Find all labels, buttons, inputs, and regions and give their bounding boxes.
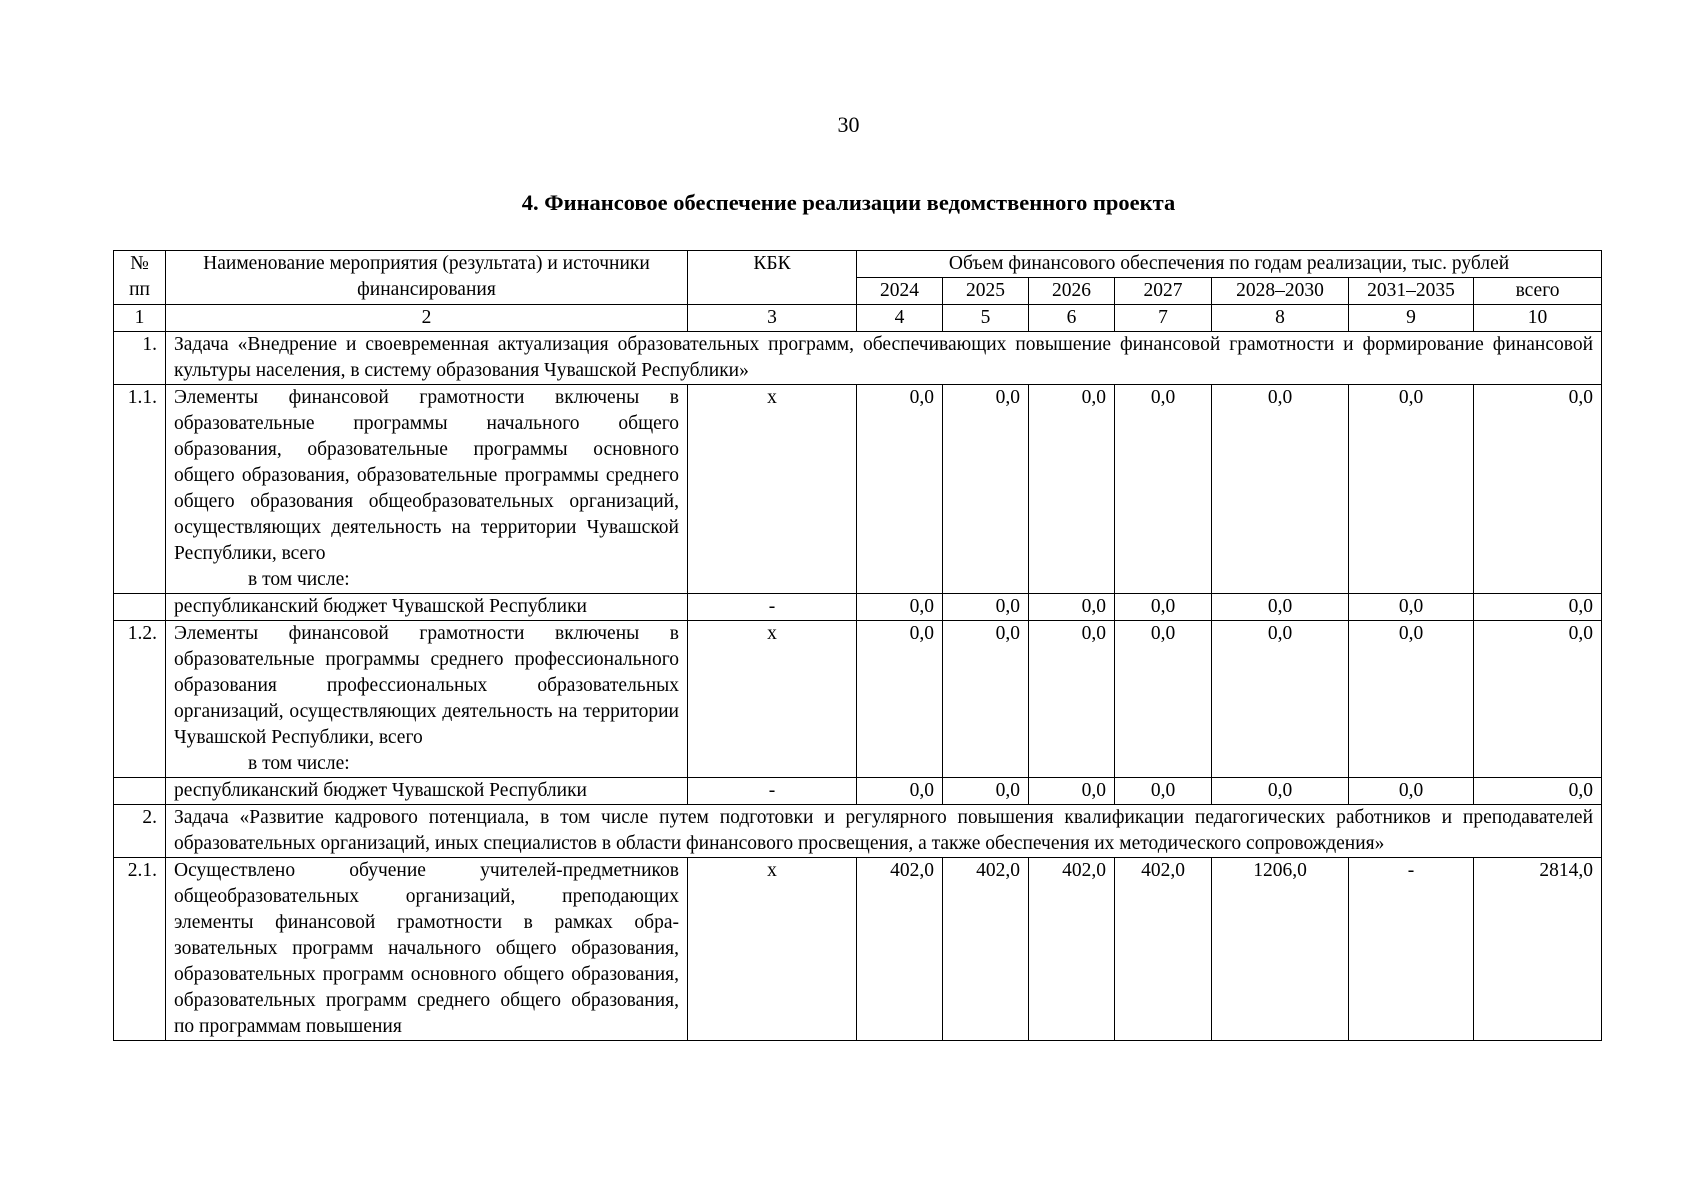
row-number: 1.: [114, 332, 166, 385]
activity-name: Осуществлено обучение учителей-предметников общеобразовательных организаций, преподающих элементы финансовой грамотности в рамках образовательных программ начального общего образования, образовательных программ основного общего образования, образовательных программ среднего общего образования, по программам повышения: [166, 858, 688, 1041]
header-volume: Объем финансового обеспечения по годам реализации, тыс. рублей: [857, 251, 1602, 278]
activity-text: Элементы финансовой грамотности включены в образовательные программы начального общего образования, образовательные программы основного общего образования, образовательные программы среднего общего образования общеобразовательных организаций, осуществляющих деятельность на территории Чувашской Республики, всего: [174, 387, 679, 564]
column-number: 5: [943, 305, 1029, 332]
table-row: [114, 594, 1602, 621]
value-cell: 0,0: [1349, 778, 1474, 805]
value-cell: 0,0: [943, 594, 1029, 621]
column-number: 7: [1115, 305, 1212, 332]
value-cell: 0,0: [1349, 621, 1474, 778]
kbk-cell: х: [688, 858, 857, 1041]
kbk-cell: -: [688, 778, 857, 805]
value-cell: 0,0: [943, 385, 1029, 594]
column-number: 10: [1474, 305, 1602, 332]
kbk-cell: х: [688, 621, 857, 778]
total-cell: 0,0: [1474, 594, 1602, 621]
activity-text: Элементы финансовой грамотности включены в образовательные программы среднего профессионального образования профессиональных образовательных организаций, осуществляющих деятельность на территории Чувашской Республики, всего: [174, 623, 679, 748]
value-cell: 0,0: [1115, 594, 1212, 621]
column-number: 8: [1212, 305, 1349, 332]
value-cell: 0,0: [1115, 778, 1212, 805]
value-cell: 0,0: [943, 621, 1029, 778]
total-cell: 2814,0: [1474, 858, 1602, 1041]
task-row: [114, 805, 1602, 858]
header-year: 2024: [857, 278, 943, 305]
header-year: 2027: [1115, 278, 1212, 305]
header-no: № пп: [114, 251, 166, 305]
table-row: [114, 621, 1602, 778]
value-cell: 0,0: [1029, 621, 1115, 778]
kbk-cell: -: [688, 594, 857, 621]
column-number: 9: [1349, 305, 1474, 332]
value-cell: 0,0: [857, 385, 943, 594]
source-name: республиканский бюджет Чувашской Республики: [166, 594, 688, 621]
value-cell: 402,0: [1029, 858, 1115, 1041]
total-cell: 0,0: [1474, 385, 1602, 594]
page-number: 30: [837, 112, 860, 137]
value-cell: 402,0: [857, 858, 943, 1041]
table-row: [114, 858, 1602, 1041]
header-year: 2028–2030: [1212, 278, 1349, 305]
value-cell: 0,0: [1212, 621, 1349, 778]
value-cell: 0,0: [1029, 385, 1115, 594]
column-numbers-row: [114, 305, 1602, 332]
source-name: республиканский бюджет Чувашской Республики: [166, 778, 688, 805]
total-cell: 0,0: [1474, 778, 1602, 805]
value-cell: -: [1349, 858, 1474, 1041]
header-kbk: КБК: [688, 251, 857, 305]
table-row: [114, 778, 1602, 805]
task-text: Задача «Развитие кадрового потенциала, в том числе путем подготовки и регулярного повышения квалификации педагогических работников и преподавателей образовательных организаций, иных специалистов в области финансового просвещения, а также обеспечения их методического сопровождения»: [166, 805, 1602, 858]
value-cell: 0,0: [857, 778, 943, 805]
task-row: [114, 332, 1602, 385]
task-text: Задача «Внедрение и своевременная актуализация образовательных программ, обеспечивающих повышение финансовой грамотности и формирование финансовой культуры населения, в систему образования Чувашской Республики»: [166, 332, 1602, 385]
kbk-cell: х: [688, 385, 857, 594]
row-number: 2.1.: [114, 858, 166, 1041]
row-number: 1.1.: [114, 385, 166, 594]
column-number: 6: [1029, 305, 1115, 332]
value-cell: 0,0: [1115, 385, 1212, 594]
value-cell: 0,0: [1029, 778, 1115, 805]
financing-table: [113, 250, 1602, 1041]
column-number: 3: [688, 305, 857, 332]
row-number: 1.2.: [114, 621, 166, 778]
header-name: Наименование мероприятия (результата) и источники финансирования: [166, 251, 688, 305]
value-cell: 0,0: [1212, 778, 1349, 805]
value-cell: 0,0: [943, 778, 1029, 805]
value-cell: 0,0: [1115, 621, 1212, 778]
row-number: 2.: [114, 805, 166, 858]
activity-name: [166, 621, 688, 778]
value-cell: 0,0: [1349, 594, 1474, 621]
row-number: [114, 778, 166, 805]
column-number: 4: [857, 305, 943, 332]
column-number: 2: [166, 305, 688, 332]
value-cell: 0,0: [1212, 594, 1349, 621]
table-row: [114, 385, 1602, 594]
activity-name: [166, 385, 688, 594]
header-year: 2026: [1029, 278, 1115, 305]
activity-subtext: в том числе:: [248, 569, 350, 590]
header-total: всего: [1474, 278, 1602, 305]
header-row: [114, 251, 1602, 278]
value-cell: 0,0: [857, 594, 943, 621]
header-year: 2025: [943, 278, 1029, 305]
value-cell: 1206,0: [1212, 858, 1349, 1041]
activity-subtext: в том числе:: [248, 753, 350, 774]
value-cell: 0,0: [1212, 385, 1349, 594]
value-cell: 0,0: [857, 621, 943, 778]
value-cell: 402,0: [943, 858, 1029, 1041]
section-title: 4. Финансовое обеспечение реализации ведомственного проекта: [521, 190, 1176, 215]
value-cell: 402,0: [1115, 858, 1212, 1041]
value-cell: 0,0: [1029, 594, 1115, 621]
column-number: 1: [114, 305, 166, 332]
header-year: 2031–2035: [1349, 278, 1474, 305]
total-cell: 0,0: [1474, 621, 1602, 778]
row-number: [114, 594, 166, 621]
value-cell: 0,0: [1349, 385, 1474, 594]
